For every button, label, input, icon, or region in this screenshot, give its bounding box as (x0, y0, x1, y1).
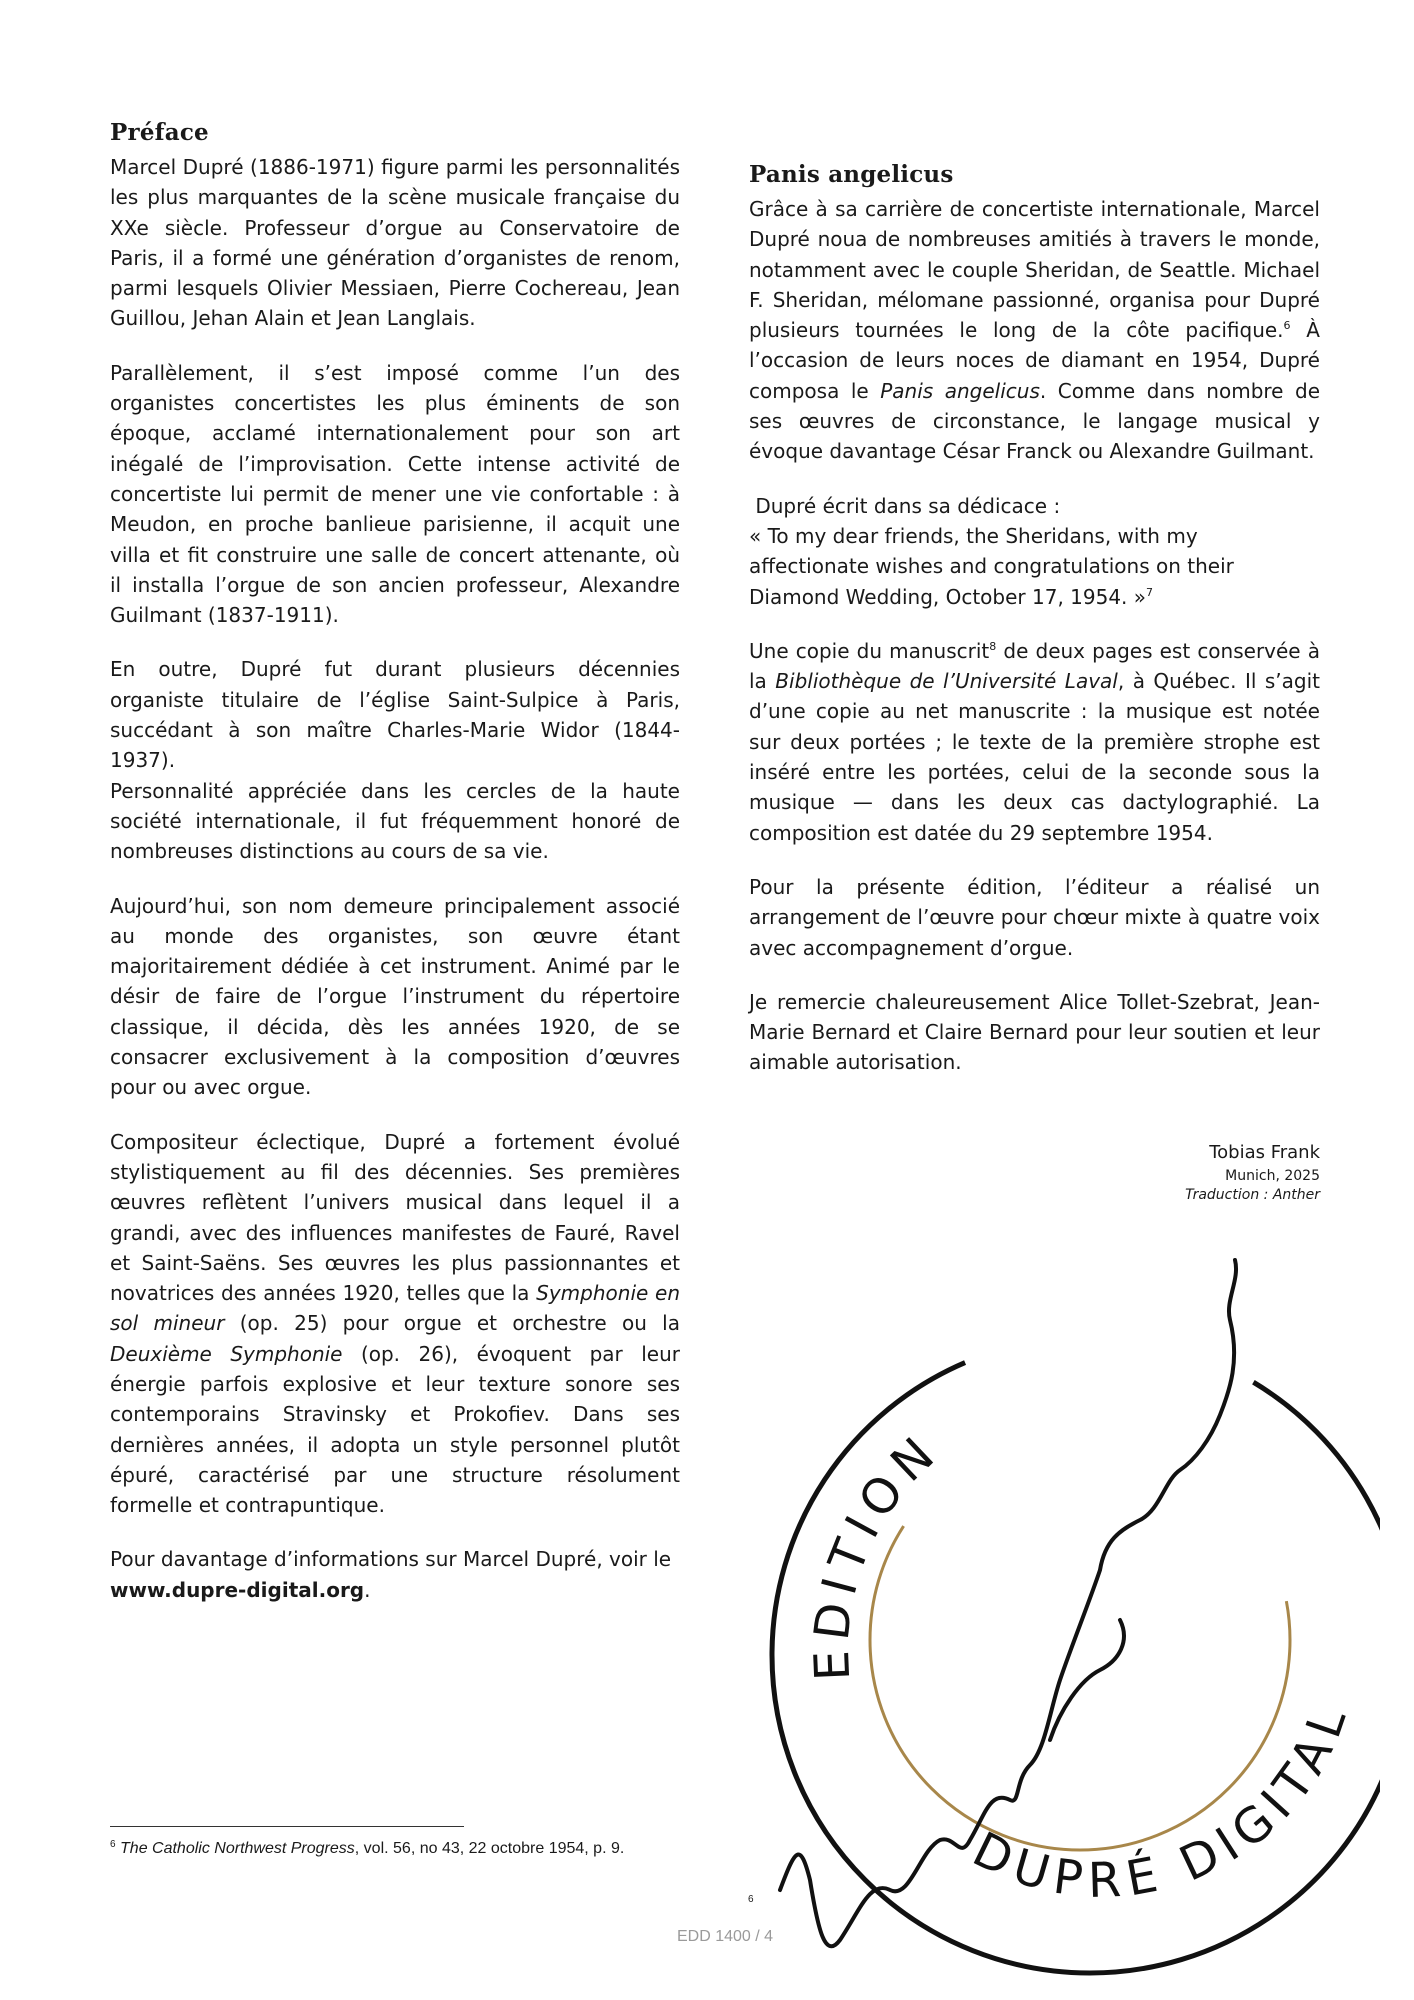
text-run: . Comme dans nombre de ses œuvres de circonstance, le langage musical y évoque davantage César Franck ou Alexandre Guilmant. (749, 378, 1321, 464)
footnote-source-title: The Catholic Northwest Progress (120, 1840, 355, 1857)
work-title: Deuxième Symphonie (110, 1341, 343, 1366)
footnote-text: , vol. 56, no 43, 22 octobre 1954, p. 9. (354, 1840, 625, 1857)
work-title: Panis angelicus (880, 378, 1040, 403)
footnote-number-small: 6 (748, 1894, 754, 1905)
text-run: , à Québec. Il s’agit d’une copie au net manuscrite : la musique est notée sur deux portées ; le texte de la première strophe est inséré entre les portées, celui de la seconde sous la musique — dans les deux cas dactylographié. La composition est datée du 29 septembre 1954. (749, 669, 1321, 845)
text-run: À l’occasion de leurs noces de diamant en 1954, Dupré composa le (749, 318, 1320, 403)
preface-paragraph-1: Marcel Dupré (1886-1971) figure parmi les personnalités les plus marquantes de la scène musicale française du XXe siècle. Professeur d’orgue au Conservatoire de Paris, il a formé une génération d’organistes de renom, parmi lesquels Olivier Messiaen, Pierre Cochereau, Jean Guillou, Jehan Alain et Jean Langlais. (110, 155, 680, 331)
work-title: Symphonie en sol mineur (110, 1281, 680, 1336)
page-label: EDD 1400 / 4 (676, 1928, 774, 1945)
translation-credit: Traduction : Anther (1185, 1187, 1320, 1203)
footnote-ref[interactable]: 8 (989, 639, 997, 653)
edition-dupre-digital-logo (760, 1240, 1380, 2000)
text-run: (op. 25) pour orgue et orchestre ou la (224, 1311, 680, 1336)
text-run: Pour davantage d’informations sur Marcel Dupré, voir le (110, 1547, 672, 1572)
footnote-ref[interactable]: 7 (1146, 585, 1154, 599)
footnote-rule (110, 1826, 464, 1827)
text-run: Une copie du manuscrit (749, 638, 990, 663)
preface-paragraph-3b: Personnalité appréciée dans les cercles de la haute société internationale, il fut fréquemment honoré de nombreuses distinctions au cours de sa vie. (110, 778, 680, 864)
logo-svg (760, 1240, 1380, 2000)
dedication-intro: Dupré écrit dans sa dédicace : (755, 493, 1061, 518)
gold-ring (870, 1430, 1290, 1850)
panis-paragraph-3 (749, 636, 1320, 848)
text-run: Grâce à sa carrière de concertiste internationale, Marcel Dupré noua de nombreuses amitiés à travers le monde, notamment avec le couple Sheridan, de Seattle. Michael F. Sheridan, mélomane passionné, organisa pour Dupré plusieurs tournées le long de la côte pacifique. (749, 197, 1320, 343)
panis-paragraph-4: Pour la présente édition, l’éditeur a réalisé un arrangement de l’œuvre pour chœur mixte à quatre voix avec accompagnement d’orgue. (749, 874, 1320, 960)
preface-paragraph-2: Parallèlement, il s’est imposé comme l’un des organistes concertistes les plus éminents de son époque, acclamé internationalement pour son art inégalé de l’improvisation. Cette intense activité de concertiste lui permit de mener une vie confortable : à Meudon, en proche banlieue parisienne, il acquit une villa et fit construire une salle de concert attenante, où il installa l’orgue de son ancien professeur, Alexandre Guilmant (1837-1911). (110, 360, 680, 628)
preface-paragraph-3a: En outre, Dupré fut durant plusieurs décennies organiste titulaire de l’église Saint-Sulpice à Paris, succédant à son maître Charles-Marie Widor (1844-1937). (110, 657, 680, 773)
text-run: (op. 26), évoquent par leur énergie parfois explosive et leur texture sonore ses contemporains Stravinsky et Prokofiev. Dans ses dernières années, il adopta un style personnel plutôt épuré, caractérisé par une structure résolument formelle et contrapuntique. (110, 1341, 680, 1518)
footnote-ref[interactable]: 6 (1283, 319, 1291, 333)
signature-name: Tobias Frank (1209, 1142, 1320, 1163)
signature-block (980, 1140, 1320, 1204)
panis-paragraph-2 (749, 491, 1320, 612)
footnote-number: 6 (110, 1839, 116, 1850)
preface-paragraph-6 (110, 1544, 680, 1605)
logo-top-text: EDITION (803, 1421, 951, 1682)
text-run: de deux pages est conservée à la (749, 638, 1320, 694)
preface-paragraph-4: Aujourd’hui, son nom demeure principalement associé au monde des organistes, son œuvre étant majoritairement dédiée à cet instrument. Animé par le désir de faire de l’orgue l’instrument du répertoire classique, il décida, dès les années 1920, de se consacrer exclusivement à la composition d’œuvres pour ou avec orgue. (110, 893, 680, 1100)
panis-paragraph-5: Je remercie chaleureusement Alice Tollet-Szebrat, Jean-Marie Bernard et Claire Bernard pour leur soutien et leur aimable autorisation. (749, 989, 1320, 1075)
preface-heading: Préface (110, 119, 209, 146)
panis-paragraph-1 (749, 194, 1320, 467)
footnote (110, 1838, 750, 1860)
panis-angelicus-heading: Panis angelicus (749, 161, 954, 188)
dedication-quote: « To my dear friends, the Sheridans, with my affectionate wishes and congratulations on their Diamond Wedding, October 17, 1954. » (749, 523, 1234, 609)
panis-angelicus-column (749, 160, 1320, 1102)
text-run: Compositeur éclectique, Dupré a fortement évolué stylistiquement au fil des décennies. Ses premières œuvres reflètent l’univers musical dans lequel il a grandi, avec des influences manifestes de Fauré, Ravel et Saint-Saëns. Ses œuvres les plus passionnantes et novatrices des années 1920, telles que la (110, 1129, 680, 1306)
text-run: . (364, 1577, 371, 1602)
library-name: Bibliothèque de l’Université Laval (775, 669, 1118, 694)
website-link[interactable]: www.dupre-digital.org (110, 1577, 365, 1602)
signature-place: Munich, 2025 (1225, 1168, 1320, 1184)
logo-bottom-text: DUPRÉ DIGITAL (964, 1693, 1360, 1910)
preface-column (110, 118, 680, 1629)
preface-paragraph-5 (110, 1127, 680, 1521)
